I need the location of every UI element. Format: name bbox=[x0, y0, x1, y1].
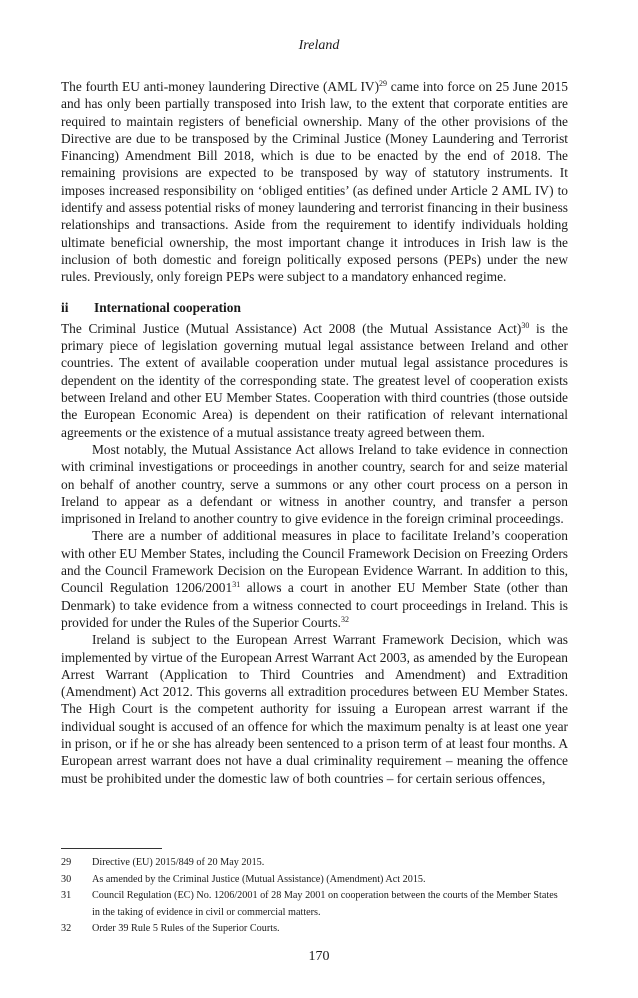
paragraph-text: is the primary piece of legislation governing mutual legal assistance between Ireland and other countries. The extent of available cooperation under mutual legal assistance procedures is dependent on the identity of the corresponding state. The greatest level of cooperation exists between Ireland and other EU Member States. Cooperation with third countries (those outside the European Economic Area) is dependent on their ratification of relevant international agreements or the existence of a mutual assistance treaty agreed between them. bbox=[61, 320, 568, 440]
paragraph-eu-measures bbox=[61, 527, 568, 631]
footnote-ref[interactable]: 29 bbox=[379, 79, 388, 88]
footnote-number: 32 bbox=[61, 923, 72, 934]
paragraph-text: allows a court in another EU Member State (other than Denmark) to take evidence from a witness connected to court proceedings in Ireland. This is provided for under the Rules of the Superior Courts. bbox=[61, 580, 568, 630]
footnote-ref[interactable]: 30 bbox=[521, 320, 530, 330]
footnote-text: As amended by the Criminal Justice (Mutual Assistance) (Amendment) Act 2015. bbox=[92, 873, 426, 885]
section-number: ii bbox=[61, 299, 69, 315]
footnote-text: Directive (EU) 2015/849 of 20 May 2015. bbox=[92, 857, 265, 868]
footnotes bbox=[61, 855, 568, 938]
footnote-ref[interactable]: 32 bbox=[341, 614, 350, 624]
footnote bbox=[61, 872, 568, 889]
paragraph-text: came into force on 25 June 2015 and has only been partially transposed into Irish law, to the extent that corporate entities are required to maintain registers of beneficial ownership. Many of the other provisions of the Directive are due to be transposed by the Criminal Justice (Money Laundering and Terrorist Financing) Amendment Bill 2018, which is due to be enacted by the end of 2018. The remaining provisions are expected to be transposed by way of statutory instruments. It imposes increased responsibility on ‘obliged entities’ (as defined under Article 2 AML IV) to identify and assess potential risks of money laundering and terrorist financing in their business relationships and transactions. Aside from the requirement to identify individuals holding ultimate beneficial ownership, the most important change it introduces in Irish law is the inclusion of both domestic and foreign politically exposed persons (PEPs) under the new rules. Previously, only foreign PEPs were subject to a mandatory enhanced regime. bbox=[61, 79, 569, 285]
footnote-text: Order 39 Rule 5 Rules of the Superior Courts. bbox=[92, 923, 280, 934]
page-number: 170 bbox=[308, 949, 330, 964]
footnote bbox=[61, 855, 568, 872]
footnote-number: 30 bbox=[61, 873, 72, 885]
paragraph-evidence: Most notably, the Mutual Assistance Act allows Ireland to take evidence in connection with criminal investigations or proceedings in another country, search for and seize material on behalf of another country, serve a summons or any other court process on a person in Ireland to appear as a defendant or witness in another country, and transfer a person imprisoned in Ireland to another country to give evidence in the foreign criminal proceedings. bbox=[61, 441, 568, 527]
footnote-number: 31 bbox=[61, 890, 72, 901]
footnote bbox=[61, 921, 568, 938]
footnote-number: 29 bbox=[61, 857, 72, 868]
paragraph-text: The fourth EU anti-money laundering Directive (AML IV) bbox=[61, 79, 380, 94]
footnote-divider bbox=[61, 848, 162, 849]
section-title: International cooperation bbox=[94, 299, 241, 315]
paragraph-aml-iv bbox=[61, 78, 568, 286]
footnote-ref[interactable]: 31 bbox=[232, 580, 241, 590]
paragraph-text: The Criminal Justice (Mutual Assistance) Act 2008 (the Mutual Assistance Act) bbox=[61, 320, 522, 336]
paragraph-text: There are a number of additional measures in place to facilitate Ireland’s cooperation with other EU Member States, including the Council Framework Decision on Freezing Orders and the Council Framework Decision on the European Evidence Warrant. In addition to this, Council Regulation 1206/2001 bbox=[61, 528, 568, 596]
section-heading bbox=[61, 299, 568, 316]
paragraph-arrest-warrant: Ireland is subject to the European Arrest Warrant Framework Decision, which was implemented by virtue of the European Arrest Warrant Act 2003, as amended by the European Arrest Warrant (Application to Third Countries and Amendment) and Extradition (Amendment) Act 2012. This governs all extradition procedures between EU Member States. The High Court is the competent authority for issuing a European arrest warrant if the individual sought is accused of an offence for which the maximum penalty is at least one year in prison, or if he or she has already been sentenced to a prison term of at least four months. A European arrest warrant does not have a dual criminality requirement – meaning the offence must be prohibited under the domestic law of both countries – for certain serious offences, bbox=[61, 632, 568, 786]
footnote bbox=[61, 888, 568, 921]
footnote-text: Council Regulation (EC) No. 1206/2001 of 28 May 2001 on cooperation between the courts of the Member States in the taking of evidence in civil or commercial matters. bbox=[92, 890, 558, 918]
running-header: Ireland bbox=[298, 38, 340, 53]
paragraph-mutual-assistance bbox=[61, 320, 568, 441]
body-text bbox=[61, 78, 568, 787]
